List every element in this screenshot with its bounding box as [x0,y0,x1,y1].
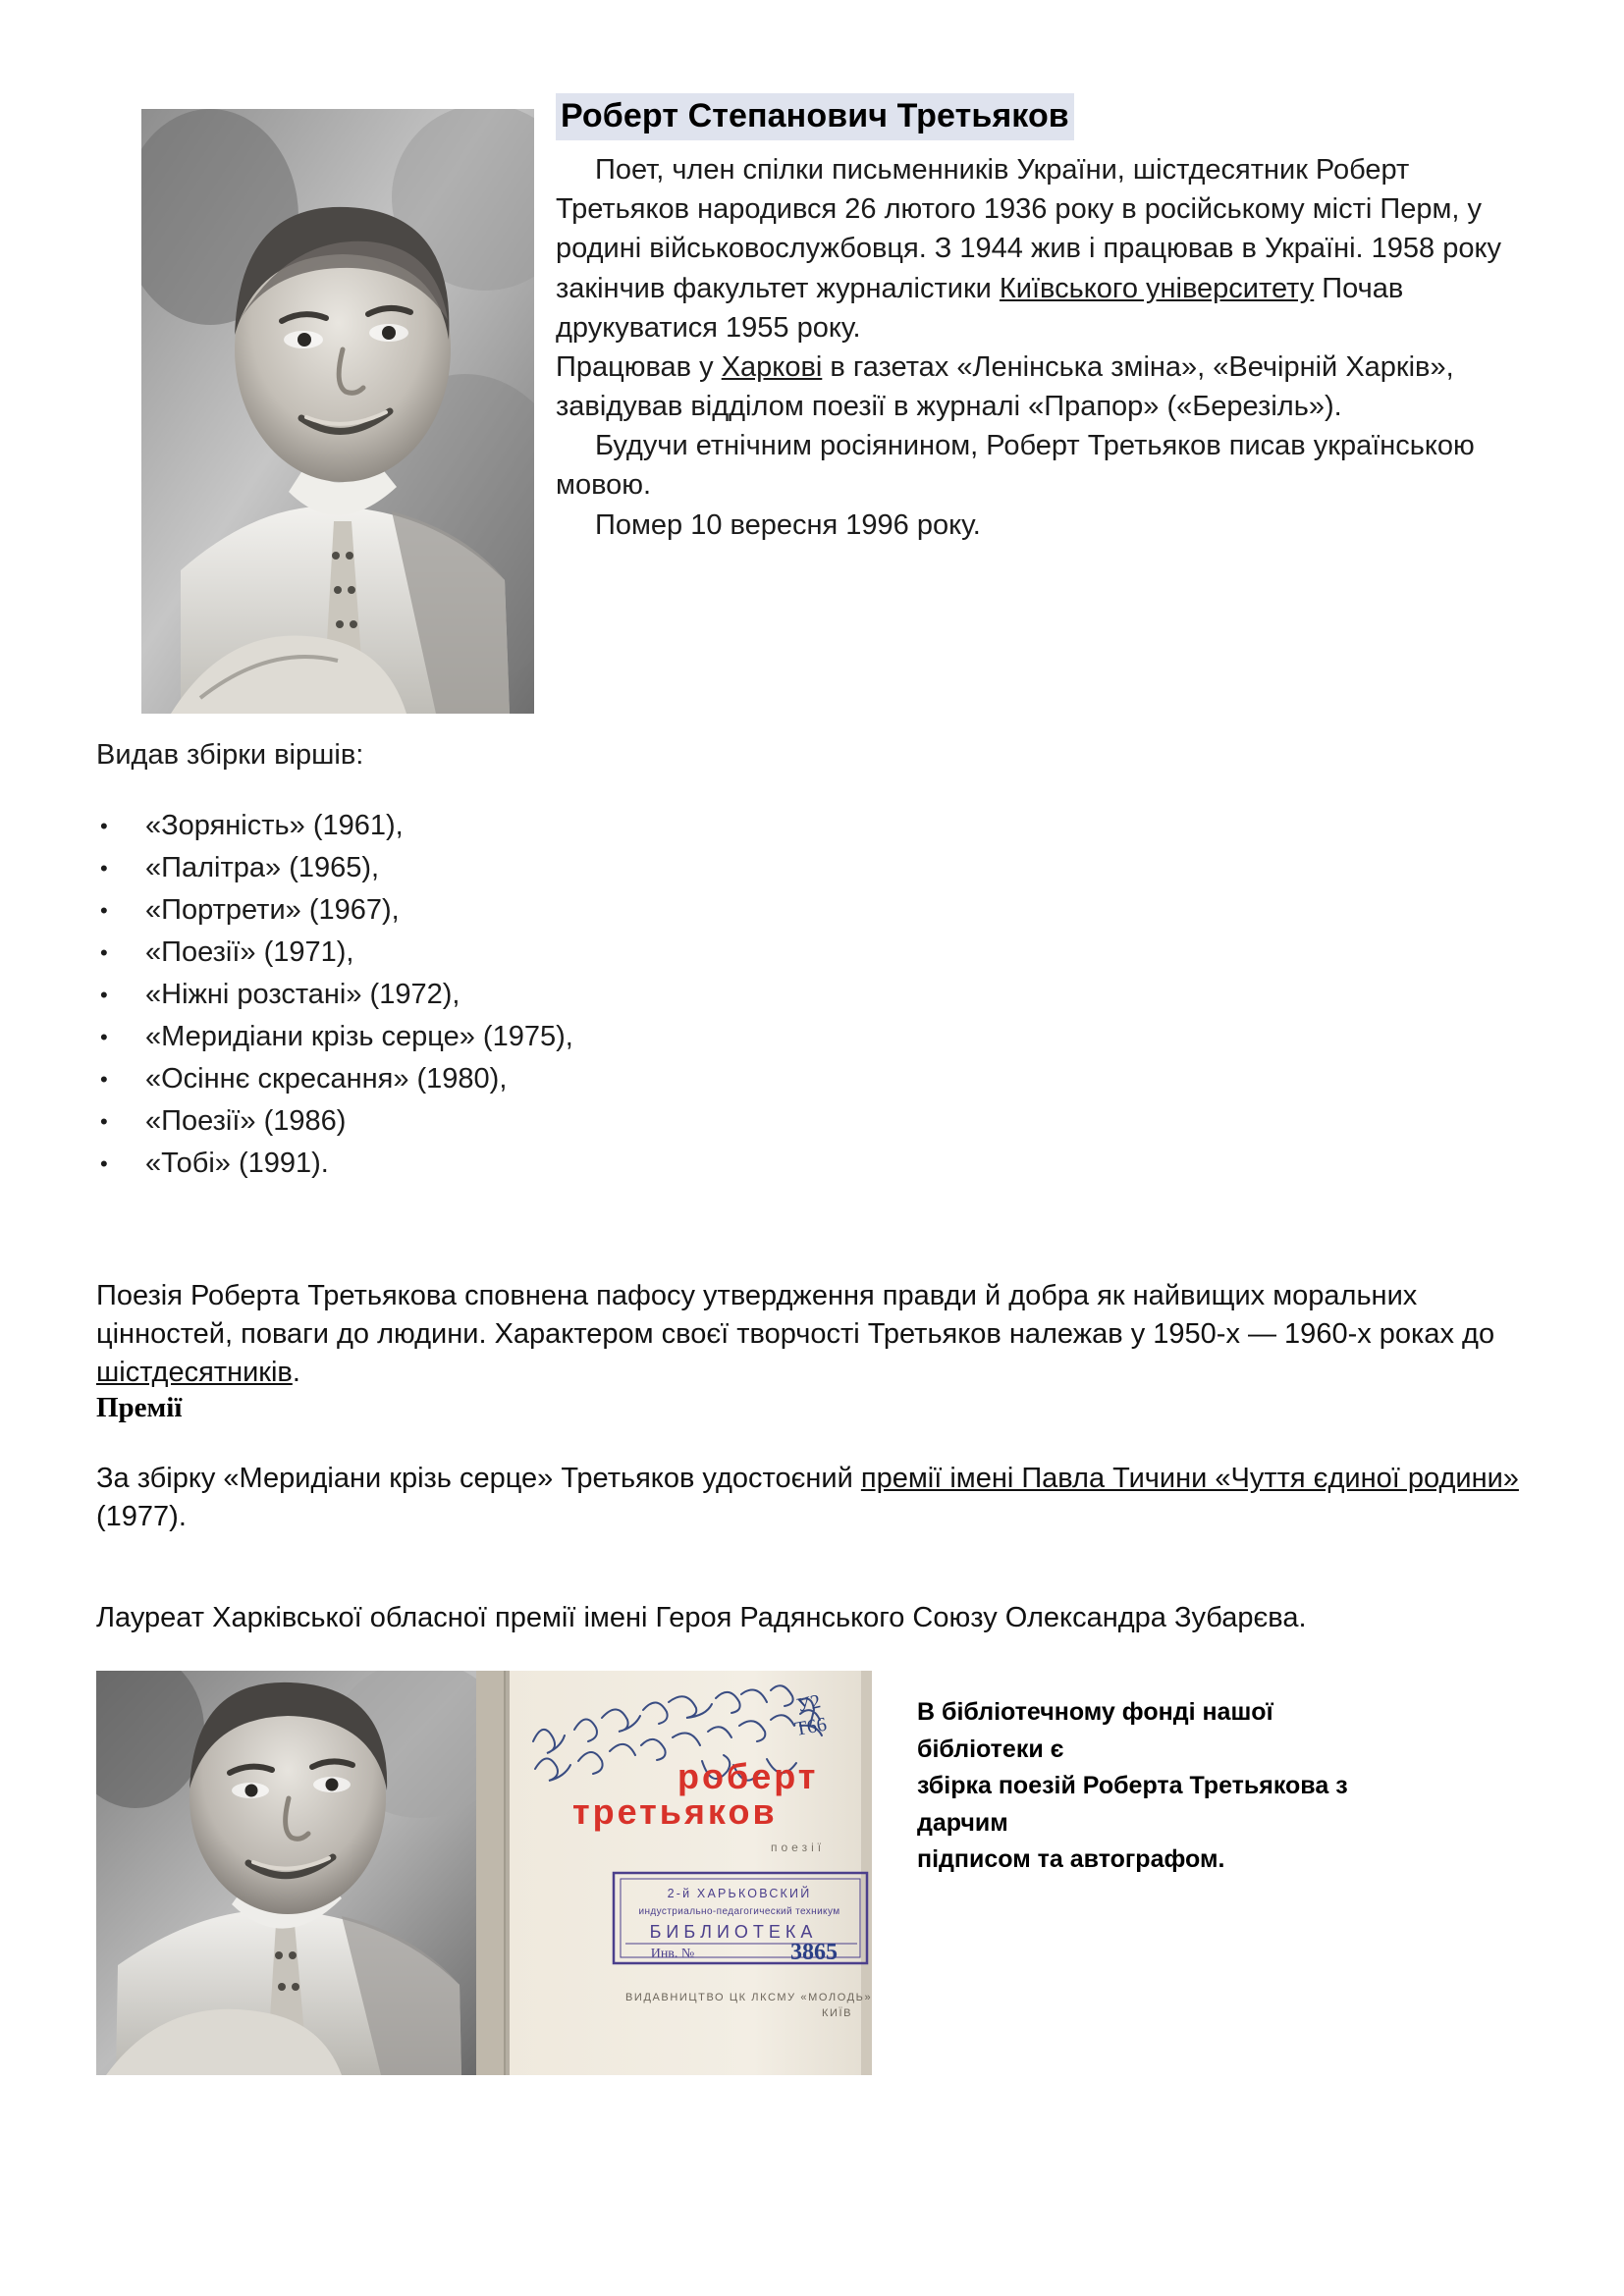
collection-title: «Поезії» (1971), [145,936,354,968]
svg-text:роберт: роберт [677,1756,819,1796]
list-item [96,1143,573,1185]
collection-title: «Портрети» (1967), [145,894,400,926]
book-title-page-photo [476,1671,872,2075]
bullet-icon: • [100,983,108,1007]
collection-title: «Осіннє скресання» (1980), [145,1063,508,1095]
collection-title: «Ніжні розстані» (1972), [145,979,460,1010]
collections-list [96,805,573,1185]
list-item [96,805,573,847]
link-kharkiv[interactable]: Харкові [721,350,823,383]
collection-title: «Меридіани крізь серце» (1975), [145,1021,573,1052]
library-note-line-1: В бібліотечному фонді нашої [917,1698,1273,1726]
svg-text:ВИДАВНИЦТВО ЦК ЛКСМУ «МОЛОДЬ»: ВИДАВНИЦТВО ЦК ЛКСМУ «МОЛОДЬ» [625,1992,872,2003]
svg-text:КИЇВ: КИЇВ [822,2007,853,2019]
bottom-portrait-illustration [96,1671,476,2075]
bio-paragraph-3: Будучи етнічним росіянином, Роберт Третьяков писав українською мовою. [556,430,1475,502]
collection-title: «Тобі» (1991). [145,1148,329,1179]
svg-text:3865: 3865 [790,1940,838,1965]
poetry-text-a: Поезія Роберта Третьякова сповнена пафосу утвердження правди й добра як найвищих моральних цінностей, поваги до людини. Характером своєї творчості Третьяков належав у 1950-х — 1960-х роках до [96,1280,1495,1350]
bio-p1-text-b: Почав друкуватися 1955 року. [556,272,1404,344]
title-wrap [516,93,1526,150]
portrait-photo [141,109,534,714]
page-title: Роберт Степанович Третьяков [556,93,1074,140]
biography-text [516,150,1526,545]
bottom-portrait-photo [96,1671,476,2075]
svg-text:поезії: поезії [771,1841,826,1854]
link-kyiv-university[interactable]: Київського університету [999,272,1315,304]
collections-intro: Видав збірки віршів: [96,739,364,771]
list-item [96,1058,573,1100]
list-item [96,1016,573,1058]
bullet-icon: • [100,940,108,965]
award-tychyna-text-a: За збірку «Меридіани крізь серце» Третьяков удостоєний [96,1463,861,1494]
award-zubarev-paragraph: Лауреат Харківської обласної премії імені Героя Радянського Союзу Олександра Зубарєва. [96,1602,1307,1633]
library-note-line-2: бібліотеки є [917,1735,1064,1763]
bullet-icon: • [100,1067,108,1092]
svg-text:У2: У2 [794,1690,823,1717]
bullet-icon: • [100,1025,108,1049]
poetry-assessment-paragraph [96,1277,1530,1392]
collection-title: «Зоряність» (1961), [145,810,404,841]
bullet-icon: • [100,1151,108,1176]
list-item [96,889,573,932]
bio-paragraph-2 [516,347,1526,426]
bullet-icon: • [100,856,108,881]
collection-title: «Поезії» (1986) [145,1105,347,1137]
svg-text:Т66: Т66 [793,1713,829,1740]
library-note-line-3: збірка поезій Роберта Третьякова з [917,1772,1348,1799]
list-item [96,974,573,1016]
collection-title: «Палітра» (1965), [145,852,380,883]
library-note-line-4: дарчим [917,1808,1008,1837]
bio-p2-text-a: Працював у [556,350,722,383]
poetry-text-b: . [292,1356,300,1388]
library-note-line-5: підписом та автографом. [917,1845,1225,1873]
list-item [96,1100,573,1143]
bio-paragraph-4: Помер 10 вересня 1996 року. [595,508,981,541]
bio-paragraph-1 [516,150,1526,347]
svg-text:индустриально-педагогический т: индустриально-педагогический техникум [638,1906,840,1917]
bottom-media-row [96,1671,1530,2083]
book-page-illustration [476,1671,872,2075]
list-item [96,847,573,889]
svg-text:2-й ХАРЬКОВСКИЙ: 2-й ХАРЬКОВСКИЙ [667,1887,812,1900]
list-item [96,932,573,974]
award-tychyna-paragraph [96,1460,1530,1536]
portrait-illustration [141,109,534,714]
intro-section [102,93,1526,729]
library-note [917,1694,1467,1879]
bio-p2-text-b: в газетах «Ленінська зміна», «Вечірній Харків», завідував відділом поезії в журналі «Прапор» («Березіль»). [556,350,1454,423]
award-tychyna-text-b: (1977). [96,1500,187,1532]
link-tychyna-prize[interactable]: премії імені Павла Тичини «Чуття єдиної родини» [860,1463,1519,1494]
bullet-icon: • [100,814,108,838]
svg-text:Инв. №: Инв. № [650,1947,695,1961]
bullet-icon: • [100,898,108,923]
link-shistdesiatnyky[interactable]: шістдесятників [96,1356,293,1388]
bio-p1-text-a: Поет, член спілки письменників України, шістдесятник Роберт Третьяков народився 26 лютого 1936 року в російському місті Перм, у родині військовослужбовця. З 1944 жив і працював в Україні. 1958 року закінчив факультет журналістики [556,154,1502,304]
svg-text:третьяков: третьяков [572,1791,778,1832]
awards-heading: Премії [96,1392,183,1424]
bullet-icon: • [100,1109,108,1134]
bottom-photo-pair [96,1671,872,2075]
svg-text:БИБЛИОТЕКА: БИБЛИОТЕКА [649,1922,818,1942]
